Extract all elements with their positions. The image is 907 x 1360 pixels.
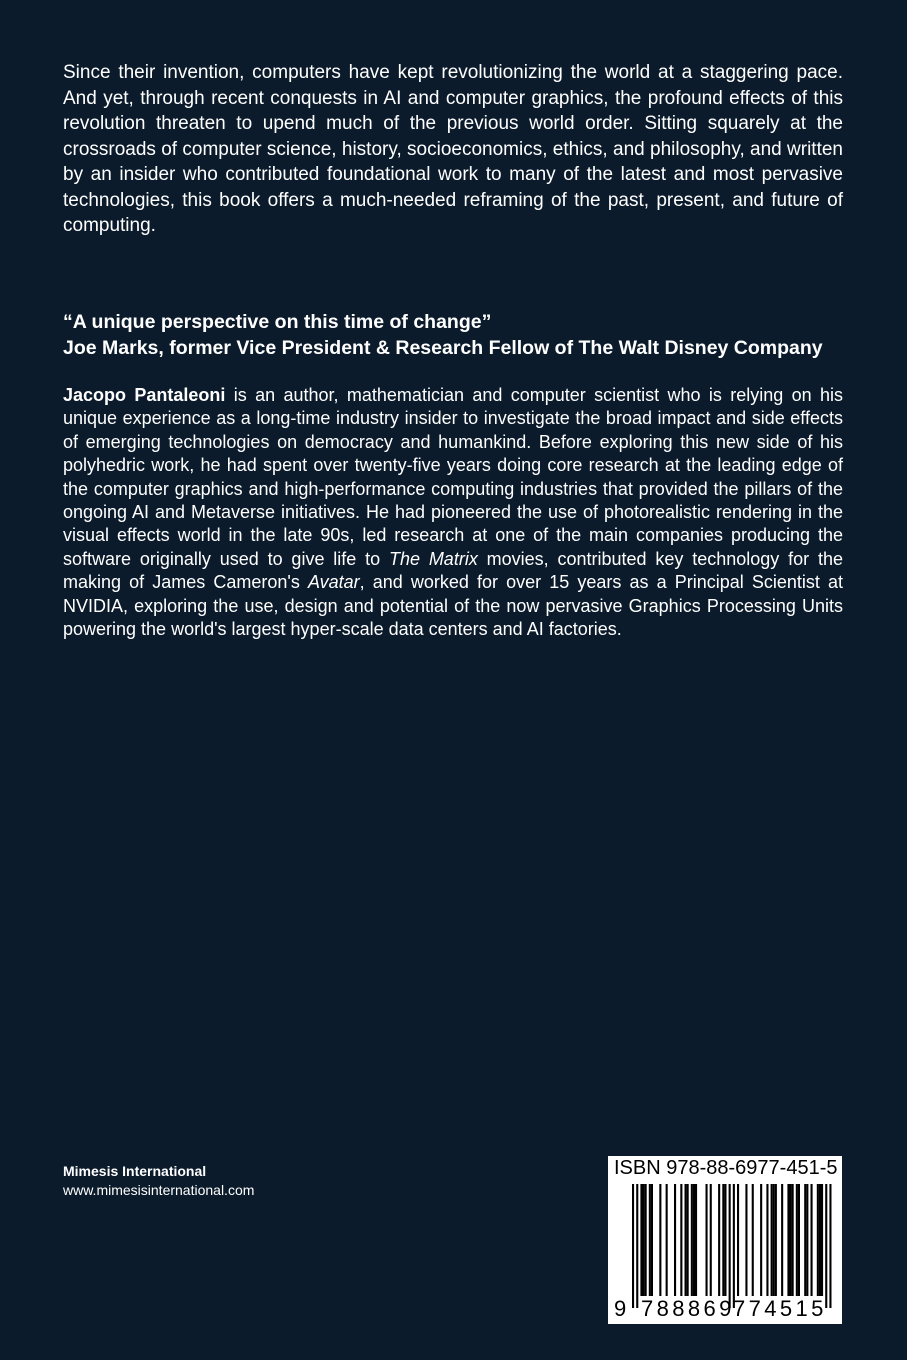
barcode-bar-43 [825,1184,827,1308]
barcode-bar-39 [811,1184,813,1296]
barcode-lead-digit: 9 [614,1296,627,1321]
publisher-block [63,1162,254,1200]
barcode-bar-24 [745,1184,747,1296]
barcode-left-digits: 788869 [641,1296,735,1321]
barcode-bar-18 [718,1184,720,1296]
endorsement [63,309,863,361]
barcode-bar-33 [790,1184,792,1296]
bio-text-2: movies, contributed key technology for the making of James Cameron's [63,548,843,593]
isbn-label: ISBN 978-88-6977-451-5 [614,1157,838,1179]
isbn-barcode [608,1156,842,1324]
barcode-bar-27 [766,1184,768,1296]
barcode-bar-23 [737,1184,739,1296]
barcode-bar-1 [636,1184,638,1308]
barcode-bar-25 [752,1184,754,1296]
barcode-bar-42 [821,1184,823,1296]
bio-text-1: is an author, mathematician and computer scientist who is relying on his unique experience as a long-time industry insider to investigate the broad impact and side effects of emerging technologies on democracy and humankind. Before exploring this new side of his polyhedric work, he had spent over twenty-five years doing core research at the leading edge of the computer graphics and high-performance computing industries that provided the pillars of the ongoing AI and Metaverse initiatives. He had pioneered the use of photorealistic rendering in the visual effects world in the late 90s, led research at one of the main companies producing the software originally used to give life to [63,385,843,569]
barcode-bar-26 [760,1184,762,1296]
barcode-bar-37 [804,1184,806,1296]
barcode-bar-44 [829,1184,831,1308]
endorsement-attribution: Joe Marks, former Vice President & Research Fellow of The Walt Disney Company [63,337,823,359]
barcode-bar-17 [710,1184,712,1296]
barcode-bar-34 [792,1184,794,1296]
barcode-bar-9 [674,1184,676,1296]
barcode-bar-31 [781,1184,783,1296]
barcode-bar-10 [680,1184,682,1296]
barcode-bar-0 [632,1184,634,1308]
back-cover-blurb: Since their invention, computers have kept revolutionizing the world at a staggering pace. And yet, through recent conquests in AI and computer graphics, the profound effects of this revolution threaten to upend much of the previous world order. Sitting squarely at the crossroads of computer science, history, socioeconomics, ethics, and philosophy, and written by an insider who contributed foundational work to many of the latest and most pervasive technologies, this book offers a much-needed reframing of the past, present, and future of computing. [63,62,843,236]
barcode-bar-36 [798,1184,800,1296]
barcode-bar-5 [649,1184,651,1296]
barcode-bar-4 [645,1184,647,1296]
author-bio [63,384,843,641]
bio-text-3: , and worked for over 15 years as a Principal Scientist at NVIDIA, exploring the use, design and potential of the now pervasive Graphics Processing Units powering the world's largest hyper-scale data centers and AI factories. [63,572,843,640]
barcode-bar-6 [651,1184,653,1296]
barcode-bar-20 [724,1184,726,1296]
barcode-bar-35 [796,1184,798,1296]
barcode-bar-28 [771,1184,773,1296]
barcode-right-digits: 774515 [733,1296,827,1321]
publisher-name: Mimesis International [63,1163,207,1179]
barcode-bar-32 [787,1184,789,1296]
author-name: Jacopo Pantaleoni [63,385,226,405]
bio-title-avatar: Avatar [307,572,360,593]
barcode-bar-38 [806,1184,808,1296]
barcode-bar-19 [722,1184,724,1296]
bio-title-matrix: The Matrix [388,548,478,569]
barcode-bar-21 [729,1184,731,1308]
publisher-website: www.mimesisinternational.com [63,1182,255,1198]
endorsement-quote: “A unique perspective on this time of change” [63,311,492,333]
barcode-bar-8 [666,1184,668,1296]
barcode-bar-30 [775,1184,777,1296]
barcode-bar-14 [693,1184,695,1296]
barcode-bar-29 [773,1184,775,1296]
barcode-bar-3 [643,1184,645,1296]
barcode-bar-16 [706,1184,708,1296]
barcode-bar-22 [733,1184,735,1308]
barcode-bar-15 [695,1184,697,1296]
barcode-bar-13 [691,1184,693,1296]
barcode-bar-40 [817,1184,819,1296]
barcode-bar-11 [685,1184,687,1296]
barcode-bar-12 [687,1184,689,1296]
barcode-bar-2 [640,1184,642,1296]
barcode-bar-7 [659,1184,661,1296]
barcode-bar-41 [819,1184,821,1296]
